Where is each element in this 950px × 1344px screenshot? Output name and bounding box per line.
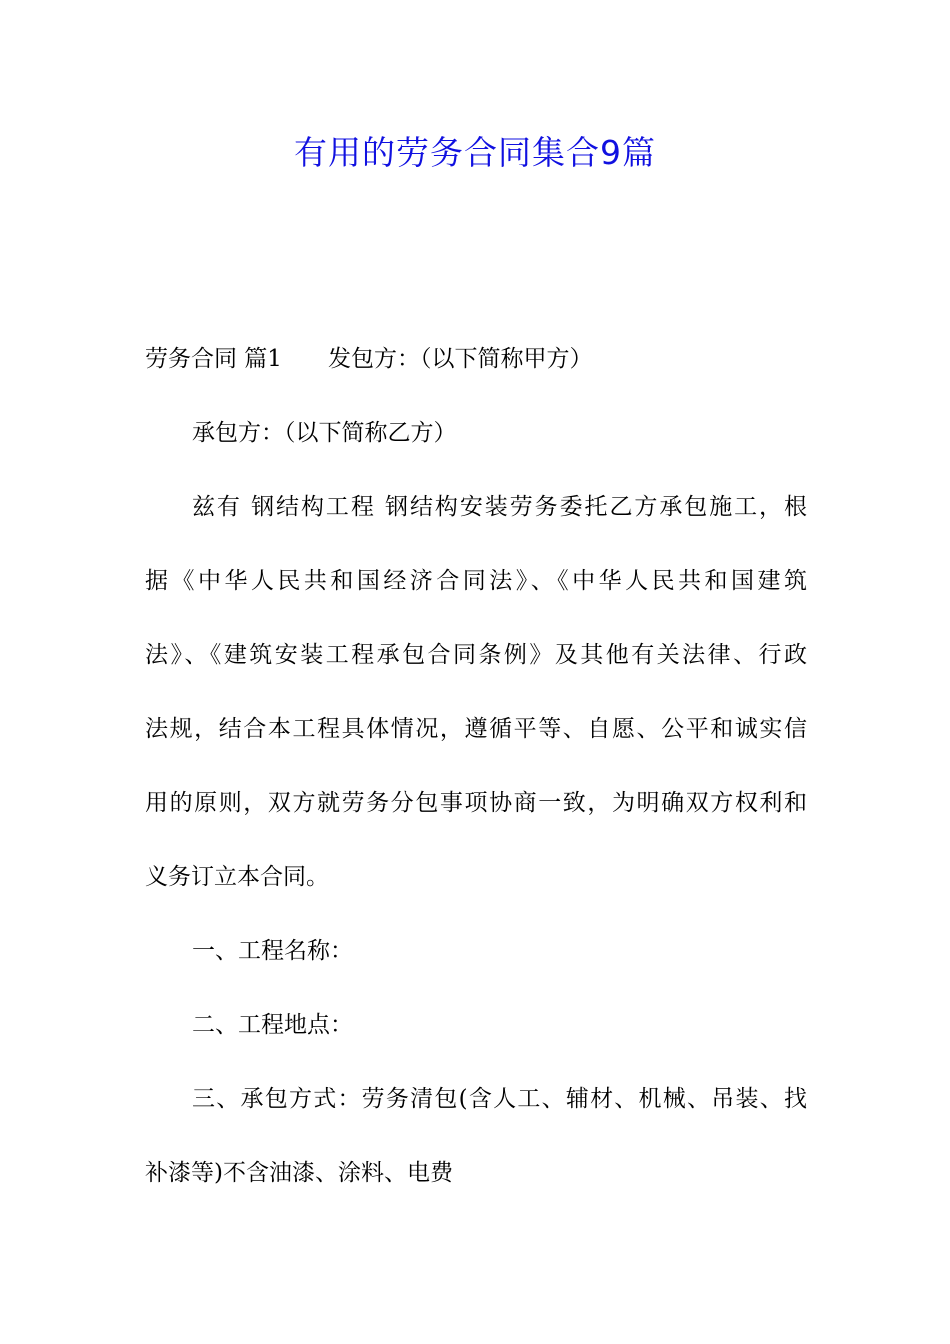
party-a-line: 发包方：（以下简称甲方） [327,346,593,372]
party-b-line: 承包方：（以下简称乙方） [192,420,457,446]
document-body [145,333,807,1221]
paragraph-line: 法规，结合本工程具体情况，遵循平等、自愿、公平和诚实信 [145,716,807,742]
paragraph-line: 用的原则，双方就劳务分包事项协商一致，为明确双方权利和 [145,790,807,816]
clause-contract-method: 三、承包方式：劳务清包(含人工、辅材、机械、吊装、找 [192,1086,807,1112]
paragraph-line: 法》、《建筑安装工程承包合同条例》及其他有关法律、行政 [145,642,807,668]
section-heading: 劳务合同 篇1 [145,346,282,372]
paragraph-line: 义务订立本合同。 [145,864,329,890]
paragraph-line: 据《中华人民共和国经济合同法》、《中华人民共和国建筑 [145,568,807,594]
document-title: 有用的劳务合同集合9篇 [294,133,656,172]
paragraph-line [145,333,807,407]
clause-project-name: 一、工程名称： [192,938,353,964]
paragraph-line: 补漆等)不含油漆、涂料、电费 [145,1160,453,1186]
clause-project-location: 二、工程地点： [192,1012,353,1038]
paragraph-line: 兹有 钢结构工程 钢结构安装劳务委托乙方承包施工，根 [192,494,807,520]
